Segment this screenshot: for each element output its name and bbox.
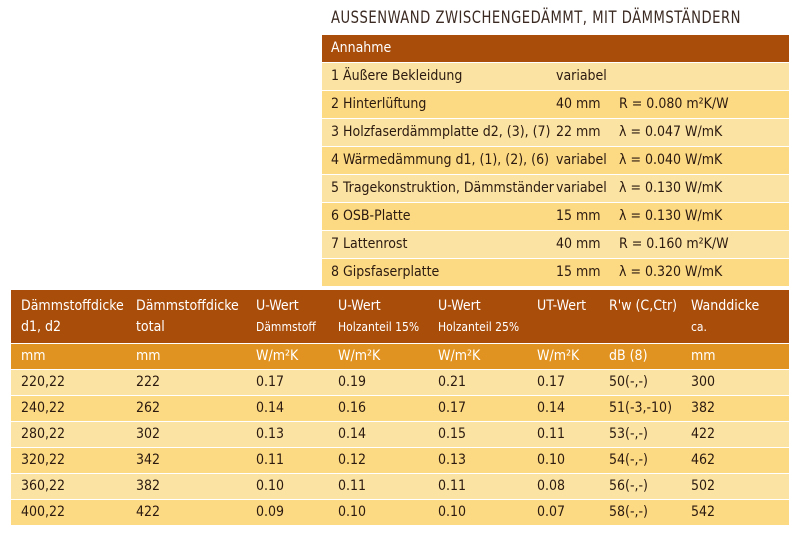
unit-cell: mm [691,348,716,364]
assumption-row [322,258,789,286]
assumption-row [322,62,789,90]
column-header [136,296,239,338]
unit-cell: W/m²K [338,348,381,364]
layer-label: 1 Äußere Bekleidung [331,68,463,84]
table-row [11,369,789,395]
table-cell: 54(-,-) [609,452,648,468]
table-row [11,473,789,499]
table-cell: 0.14 [537,400,566,416]
table-cell: 320,22 [21,452,66,468]
table-cell: 0.21 [438,374,467,390]
table-cell: 0.15 [438,426,467,442]
layer-label: 5 Tragekonstruktion, Dämmständer [331,180,554,196]
header-line2: total [136,319,165,335]
units-row [11,343,789,369]
table-cell: 0.10 [438,504,467,520]
layer-thickness: 40 mm [556,96,601,112]
layer-value: λ = 0.130 W/mK [619,180,723,196]
layer-thickness: 22 mm [556,124,601,140]
table-cell: 300 [691,374,716,390]
table-cell: 0.14 [256,400,285,416]
table-cell: 0.08 [537,478,566,494]
assumption-row [322,174,789,202]
layer-value: R = 0.080 m²K/W [619,96,729,112]
table-cell: 0.10 [537,452,566,468]
column-header [256,296,316,338]
table-row [11,395,789,421]
layer-label: 3 Holzfaserdämmplatte d2, (3), (7) [331,124,551,140]
table-cell: 360,22 [21,478,66,494]
table-cell: 0.11 [537,426,566,442]
table-cell: 51(-3,-10) [609,400,672,416]
column-header [438,296,519,338]
column-header [691,296,759,338]
table-cell: 422 [136,504,161,520]
table-cell: 342 [136,452,161,468]
table-cell: 0.09 [256,504,285,520]
table-cell: 0.11 [338,478,367,494]
header-line1: Dämmstoffdicke [136,298,239,314]
table-cell: 422 [691,426,716,442]
layer-thickness: variabel [556,152,607,168]
header-line2: Dämmstoff [256,320,316,334]
table-cell: 382 [691,400,716,416]
assumption-row [322,146,789,174]
column-header [21,296,124,338]
header-line1: UT-Wert [537,298,587,314]
column-header [609,296,677,317]
unit-cell: W/m²K [256,348,299,364]
header-line1: U-Wert [256,298,299,314]
header-line2: ca. [691,320,707,334]
table-cell: 0.17 [256,374,285,390]
header-line1: U-Wert [338,298,381,314]
layer-thickness: 15 mm [556,264,601,280]
table-cell: 302 [136,426,161,442]
layer-value: λ = 0.047 W/mK [619,124,723,140]
table-row [11,499,789,525]
header-line1: U-Wert [438,298,481,314]
header-line2: Holzanteil 25% [438,320,520,334]
table-cell: 0.10 [338,504,367,520]
assumption-row [322,118,789,146]
unit-cell: W/m²K [537,348,580,364]
layer-thickness: variabel [556,180,607,196]
assumption-row [322,202,789,230]
table-cell: 382 [136,478,161,494]
layer-thickness: 40 mm [556,236,601,252]
unit-cell: dB (8) [609,348,648,364]
table-row [11,447,789,473]
table-cell: 0.11 [438,478,467,494]
table-cell: 56(-,-) [609,478,648,494]
table-cell: 58(-,-) [609,504,648,520]
table-cell: 280,22 [21,426,66,442]
table-cell: 0.16 [338,400,367,416]
unit-cell: W/m²K [438,348,481,364]
layer-label: 7 Lattenrost [331,236,408,252]
layer-value: λ = 0.320 W/mK [619,264,723,280]
values-table [11,290,789,525]
table-cell: 0.17 [438,400,467,416]
unit-cell: mm [136,348,161,364]
table-cell: 50(-,-) [609,374,648,390]
layer-value: R = 0.160 m²K/W [619,236,729,252]
table-cell: 502 [691,478,716,494]
layer-value: λ = 0.130 W/mK [619,208,723,224]
layer-label: 4 Wärmedämmung d1, (1), (2), (6) [331,152,549,168]
table-cell: 220,22 [21,374,66,390]
table-cell: 0.07 [537,504,566,520]
header-line2: d1, d2 [21,319,62,335]
table-cell: 0.14 [338,426,367,442]
header-line1: R'w (C,Ctr) [609,298,678,314]
assumption-row [322,230,789,258]
table-cell: 542 [691,504,716,520]
page-title: AUSSENWAND ZWISCHENGEDÄMMT, MIT DÄMMSTÄNDERN [331,8,741,28]
layer-thickness: variabel [556,68,607,84]
assumptions-header: Annahme [322,35,789,62]
table-row [11,421,789,447]
column-header [338,296,419,338]
header-line2: Holzanteil 15% [338,320,420,334]
layer-label: 2 Hinterlüftung [331,96,427,112]
assumption-row [322,90,789,118]
header-line1: Wanddicke [691,298,760,314]
layer-label: 8 Gipsfaserplatte [331,264,440,280]
table-cell: 222 [136,374,161,390]
layer-thickness: 15 mm [556,208,601,224]
table-cell: 400,22 [21,504,66,520]
table-cell: 262 [136,400,161,416]
assumptions-table [322,35,789,286]
column-header [537,296,586,317]
table-cell: 0.13 [256,426,285,442]
values-header-row [11,290,789,343]
unit-cell: mm [21,348,46,364]
table-cell: 53(-,-) [609,426,648,442]
header-line1: Dämmstoffdicke [21,298,124,314]
table-cell: 240,22 [21,400,66,416]
table-cell: 0.19 [338,374,367,390]
table-cell: 0.12 [338,452,367,468]
table-cell: 462 [691,452,716,468]
table-cell: 0.17 [537,374,566,390]
layer-value: λ = 0.040 W/mK [619,152,723,168]
layer-label: 6 OSB-Platte [331,208,411,224]
table-cell: 0.13 [438,452,467,468]
table-cell: 0.10 [256,478,285,494]
table-cell: 0.11 [256,452,285,468]
